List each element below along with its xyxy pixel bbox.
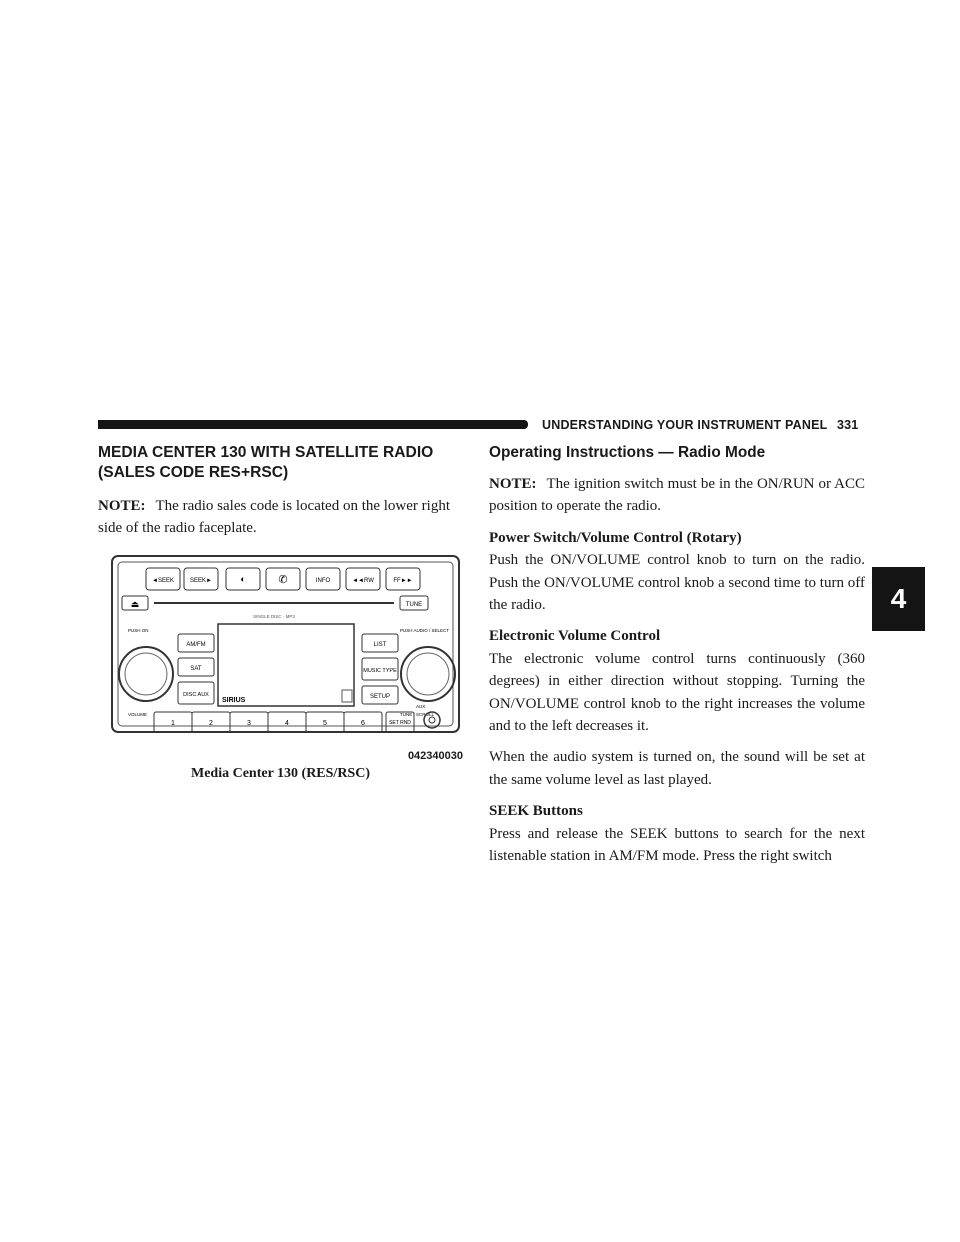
top-button-row — [146, 568, 420, 590]
info-label: INFO — [315, 577, 331, 584]
preset-2-label: 2 — [209, 719, 213, 727]
music-type-label: MUSIC TYPE — [363, 667, 397, 674]
running-header — [536, 418, 858, 432]
seek-up-label: SEEK► — [190, 577, 212, 584]
slot-label: SINGLE DISC · MP3 — [253, 613, 295, 619]
figure-code: 042340030 — [407, 749, 463, 762]
page-number: 331 — [836, 418, 859, 432]
eject-icon: ⏏ — [130, 598, 140, 609]
right-column — [489, 443, 865, 877]
disc-aux-label: DISC AUX — [183, 691, 209, 698]
rewind-label: ◄◄RW — [352, 577, 374, 584]
section-title-line2: (SALES CODE RES+RSC) — [98, 464, 289, 481]
aux-label: AUX — [416, 703, 426, 709]
preset-5-label: 5 — [323, 719, 327, 727]
display-screen — [218, 624, 354, 706]
paragraph-seek-buttons: Press and release the SEEK buttons to search for the next listenable station in AM/FM mode. Press the right switch — [489, 825, 865, 865]
note-paragraph-right — [489, 473, 865, 518]
phone-icon: ✆ — [278, 573, 288, 586]
left-knob-top-label: PUSH ON — [128, 627, 149, 633]
figure-caption: Media Center 130 (RES/RSC) — [190, 765, 370, 781]
tune-label: TUNE — [405, 601, 423, 608]
note-label: NOTE: — [98, 498, 146, 514]
volume-knob — [119, 647, 173, 701]
paragraph-power-switch: Push the ON/VOLUME control knob to turn on the radio. Push the ON/VOLUME control knob a second time to turn off the radio. — [489, 552, 865, 614]
fast-forward-label: FF►► — [393, 577, 413, 584]
seek-down-label: ◄SEEK — [152, 577, 174, 584]
note-text: The radio sales code is located on the lower right side of the radio faceplate. — [98, 498, 451, 537]
paragraph-electronic-volume: The electronic volume control turns continuously (360 degrees) in either direction without stopping. Turning the ON/VOLUME control knob to the right increases the volume and to the left decreases it. — [489, 650, 865, 735]
section-title — [98, 443, 463, 483]
subsection-title: Operating Instructions — Radio Mode — [489, 444, 766, 461]
preset-3-label: 3 — [247, 719, 251, 727]
note-text-right: The ignition switch must be in the ON/RUN or ACC position to operate the radio. — [489, 476, 865, 515]
radio-faceplate-illustration — [98, 552, 463, 762]
preset-button-row — [154, 712, 414, 732]
tune-knob — [401, 647, 455, 701]
preset-4-label: 4 — [285, 719, 289, 727]
heading-electronic-volume: Electronic Volume Control — [489, 628, 661, 645]
preset-6-label: 6 — [361, 719, 365, 727]
setup-label: SETUP — [369, 693, 391, 700]
note-paragraph — [98, 495, 463, 540]
radio-faceplate-figure — [98, 552, 463, 762]
header-rule — [98, 420, 528, 429]
preset-1-label: 1 — [171, 719, 175, 727]
chapter-tab: 4 — [872, 567, 925, 631]
sirius-logo: SIRIUS — [222, 696, 246, 704]
heading-seek-buttons: SEEK Buttons — [489, 803, 583, 820]
am-fm-label: AM/FM — [186, 641, 206, 648]
note-label-right: NOTE: — [489, 476, 537, 492]
sat-label: SAT — [190, 665, 202, 672]
header-section-title: UNDERSTANDING YOUR INSTRUMENT PANEL — [542, 418, 828, 432]
left-knob-bottom-label: VOLUME — [128, 711, 148, 717]
paragraph-audio-volume: When the audio system is turned on, the sound will be set at the same volume level as last played. — [489, 749, 865, 788]
voice-icon: ◐ — [240, 573, 246, 584]
left-column — [98, 443, 463, 782]
right-knob-bottom-label: TUNE / SCROLL — [400, 711, 435, 717]
heading-power-switch: Power Switch/Volume Control (Rotary) — [489, 529, 742, 546]
list-label: LIST — [373, 641, 387, 648]
set-rnd-label: SET RND — [389, 719, 411, 726]
right-knob-top-label: PUSH AUDIO / SELECT — [400, 627, 450, 633]
section-title-line1: MEDIA CENTER 130 WITH SATELLITE RADIO — [98, 444, 434, 461]
